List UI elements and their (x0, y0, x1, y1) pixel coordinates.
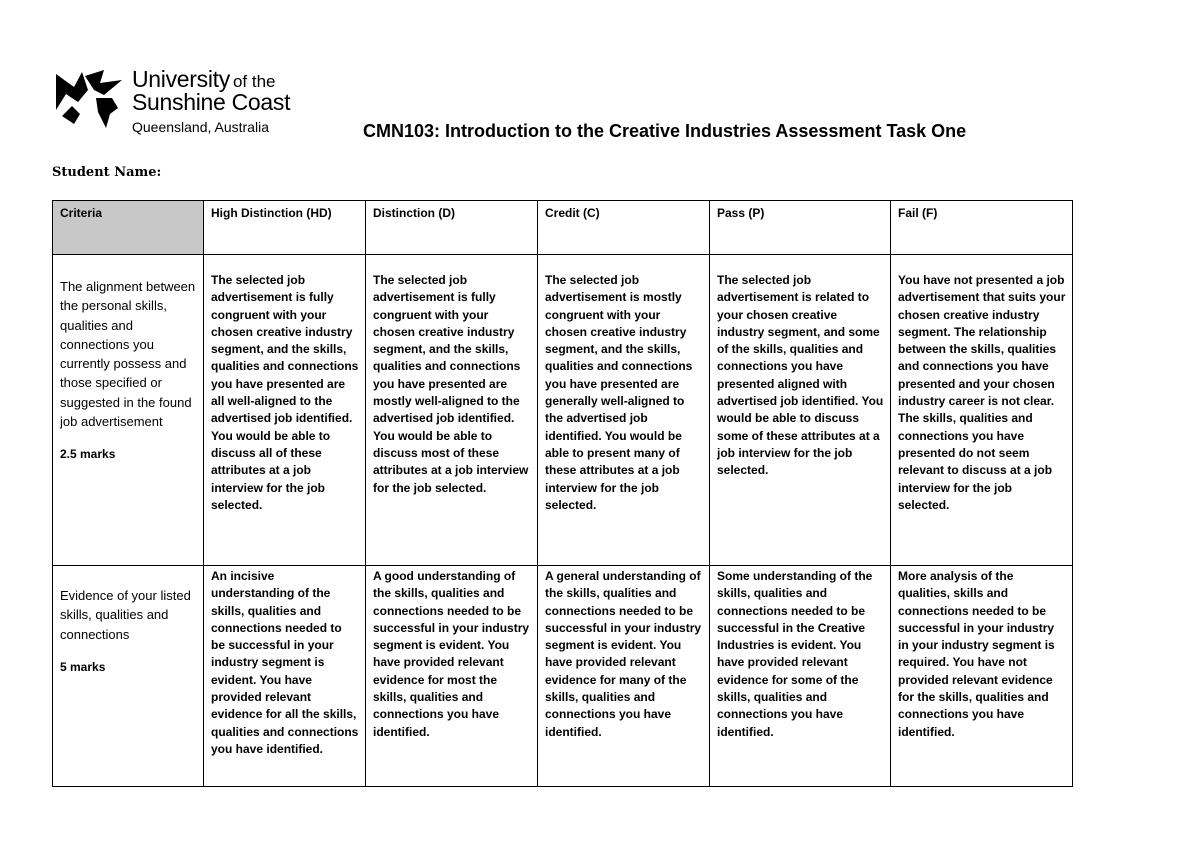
rubric-header-row (53, 201, 1073, 255)
logo-university: University (132, 66, 230, 92)
criterion-text: The alignment between the personal skills, qualities and connections you currently possess and those specified or suggested in the found job advertisement (60, 279, 196, 430)
header-pass: Pass (P) (710, 201, 891, 255)
criterion-cell (53, 255, 204, 566)
criterion-text: Evidence of your listed skills, qualities and connections (60, 588, 191, 642)
logo-location: Queensland, Australia (132, 119, 269, 135)
criterion-cell (53, 566, 204, 787)
level-cell-p: The selected job advertisement is related to your chosen creative industry segment, and some of the skills, qualities and connections you have presented aligned with advertised job identified. You would be able to discuss some of these attributes at a job interview for the job selected. (710, 255, 891, 566)
logo-sunshine-coast: Sunshine Coast (132, 89, 291, 115)
level-cell-c: The selected job advertisement is mostly congruent with your chosen creative industry segment, and the skills, qualities and connections you have presented are generally well-aligned to the advertised job identified. You would be able to present many of these attributes at a job interview for the job selected. (538, 255, 710, 566)
level-cell-c: A general understanding of the skills, qualities and connections needed to be successful in your industry segment is evident. You have provided relevant evidence for many of the skills, qualities and connections you have identified. (538, 566, 710, 787)
marking-rubric-table (52, 200, 1073, 787)
header-fail: Fail (F) (891, 201, 1073, 255)
level-cell-hd: The selected job advertisement is fully congruent with your chosen creative industry segment, and the skills, qualities and connections you have presented are all well-aligned to the advertised job identified. You would be able to discuss all of these attributes at a job interview for the job selected. (204, 255, 366, 566)
header-high-distinction: High Distinction (HD) (204, 201, 366, 255)
level-cell-f: More analysis of the qualities, skills and connections needed to be successful in your industry in your industry segment is required. You have not provided relevant evidence for the skills, qualities and connections you have identified. (891, 566, 1073, 787)
table-row (53, 566, 1073, 787)
criterion-marks: 5 marks (60, 659, 106, 674)
header-criteria: Criteria (53, 201, 204, 255)
level-cell-d: A good understanding of the skills, qualities and connections needed to be successful in your industry segment is evident. You have provided relevant evidence for most the skills, qualities and connections you have identified. (366, 566, 538, 787)
level-cell-p: Some understanding of the skills, qualities and connections needed to be successful in the Creative Industries is evident. You have provided relevant evidence for some of the skills, qualities and connections you have identified. (710, 566, 891, 787)
document-title: CMN103: Introduction to the Creative Industries Assessment Task One (363, 121, 967, 141)
header-distinction: Distinction (D) (366, 201, 538, 255)
university-logo (52, 68, 292, 140)
level-cell-hd: An incisive understanding of the skills, qualities and connections needed to be successful in your industry segment is evident. You have provided relevant evidence for all the skills, qualities and connections you have identified. (204, 566, 366, 787)
logo-of-the: of the (232, 72, 276, 91)
level-cell-f: You have not presented a job advertisement that suits your chosen creative industry segment. The relationship between the skills, qualities and connections you have presented and your chosen industry career is not clear. The skills, qualities and connections you have presented do not seem relevant to discuss at a job interview for the job selected. (891, 255, 1073, 566)
criterion-marks: 2.5 marks (60, 447, 116, 462)
header-credit: Credit (C) (538, 201, 710, 255)
student-name-field (52, 165, 161, 180)
usc-logo-icon (52, 68, 126, 130)
level-cell-d: The selected job advertisement is fully congruent with your chosen creative industry segment, and the skills, qualities and connections you have presented are mostly well-aligned to the advertised job identified. You would be able to discuss most of these attributes at a job interview for the job selected. (366, 255, 538, 566)
table-row (53, 255, 1073, 566)
student-name-label: Student Name: (52, 165, 162, 180)
